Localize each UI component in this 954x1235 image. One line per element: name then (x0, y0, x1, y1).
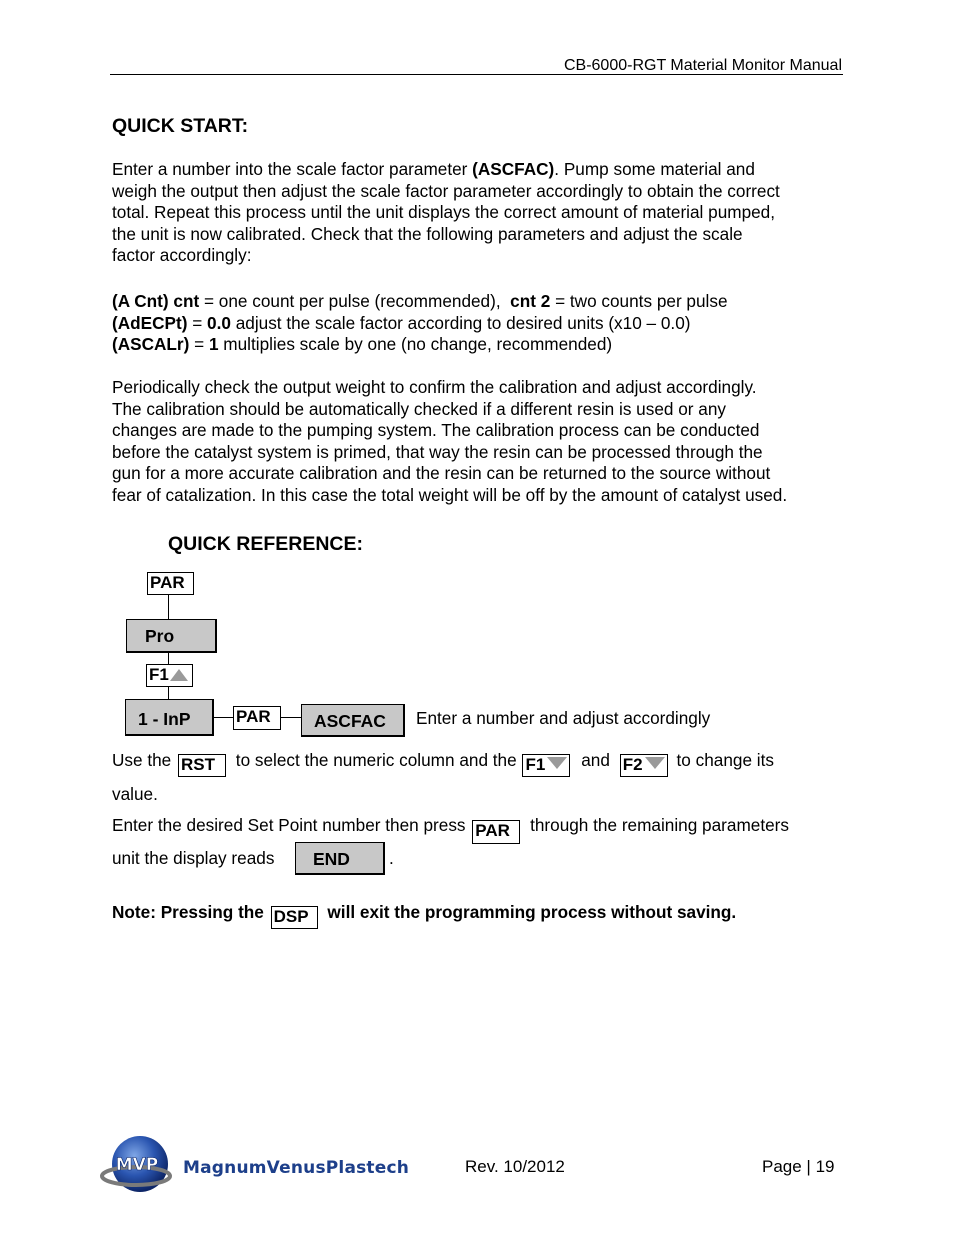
ascfac-note: Enter a number and adjust accordingly (416, 708, 711, 728)
parameter-list (112, 291, 872, 356)
f1-key: F1 (522, 754, 570, 777)
connector-line (168, 653, 169, 664)
diagram-f1-key: F1 (146, 664, 193, 687)
enter-line-cont: unit the display reads (112, 848, 275, 868)
use-line: Use the RST to select the numeric column and the F1 and F2 to change its (112, 750, 774, 777)
quick-reference-heading: QUICK REFERENCE: (168, 533, 364, 555)
connector-line (168, 595, 169, 619)
param-ascalr: (ASCALr) = 1 multiplies scale by one (no change, recommended) (112, 334, 613, 355)
diagram-par-key-2: PAR (233, 706, 281, 730)
use-line-cont: value. (112, 784, 158, 804)
inp-display: 1 - InP (125, 699, 214, 736)
ascfac-display: ASCFAC (301, 704, 405, 737)
enter-line-period: . (389, 848, 394, 868)
param-a-cnt: (A Cnt) cnt = one count per pulse (recommended), cnt 2 = two counts per pulse (112, 291, 728, 311)
header-rule (110, 74, 843, 75)
connector-line (168, 687, 169, 699)
param-adecpt: (AdECPt) = 0.0 adjust the scale factor according to desired units (x10 – 0.0) (112, 312, 691, 333)
rst-key: RST (178, 754, 226, 777)
quick-start-heading: QUICK START: (112, 115, 249, 137)
mvp-logo (100, 1130, 172, 1194)
company-name: MagnumVenusPlastech (183, 1158, 410, 1178)
revision: Rev. 10/2012 (465, 1157, 565, 1176)
pro-display: Pro (126, 619, 217, 653)
enter-line: Enter the desired Set Point number then press PAR through the remaining parameters (112, 815, 789, 844)
down-arrow-icon (547, 757, 567, 769)
diagram-par-key: PAR (147, 572, 194, 595)
connector-line (214, 717, 233, 718)
par-key: PAR (472, 820, 520, 844)
down-arrow-icon (645, 757, 665, 769)
dsp-key: DSP (271, 906, 318, 929)
connector-line (281, 717, 301, 718)
up-arrow-icon (170, 669, 188, 681)
f2-key: F2 (620, 754, 668, 777)
manual-title: CB-6000-RGT Material Monitor Manual (563, 57, 842, 74)
end-display: END (295, 842, 385, 875)
svg-text:MVP: MVP (115, 1155, 159, 1175)
intro-paragraph: Enter a number into the scale factor parameter (ASCFAC). Pump some material and weigh the output then adjust the scale factor parameter accordingly to obtain the correct total. Repeat this process until the unit displays the correct amount of material pumped, the unit is now calibrated. Check that the following parameters and adjust the scale factor accordingly: (112, 159, 780, 266)
note-line: Note: Pressing the DSP will exit the programming process without saving. (112, 902, 736, 929)
periodic-paragraph: Periodically check the output weight to confirm the calibration and adjust accordingly. The calibration should be automatically checked if a different resin is used or any changes are made to the pumping system. The calibration process can be conducted before the catalyst system is primed, that way the resin can be processed through the gun for a more accurate calibration and the resin can be returned to the source without fear of catalization. In this case the total weight will be off by the amount of catalyst used. (112, 377, 788, 505)
page-number: Page | 19 (762, 1157, 835, 1176)
